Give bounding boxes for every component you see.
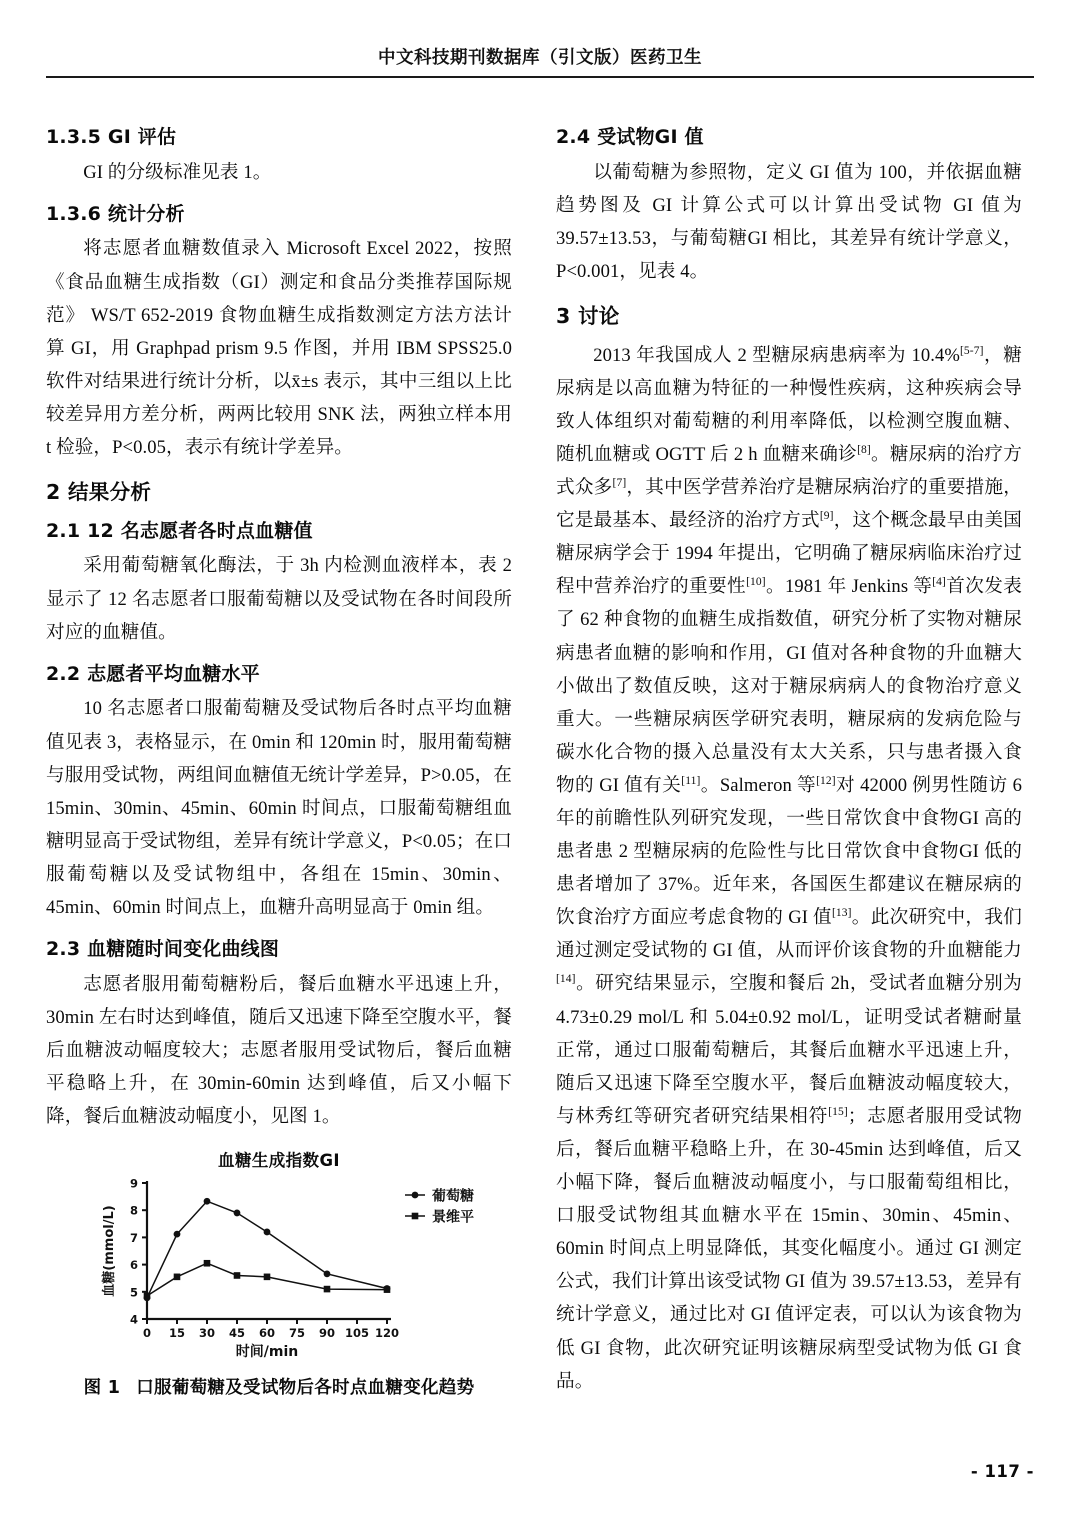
svg-text:15: 15 xyxy=(168,1326,186,1341)
svg-text:5: 5 xyxy=(129,1285,138,1300)
paragraph-2-2: 10 名志愿者口服葡萄糖及受试物后各时点平均血糖值见表 3，表格显示，在 0min 和 120min 时，服用葡萄糖与服用受试物，两组间血糖值无统计学差异，P>0.05，在 15min、30min、45min、60min 时间点，口服葡萄糖组血糖明显高于受试物组，差异有统计学意义，P<0.05；在口服葡萄糖以及受试物组中，各组在 15min、30min、45min、60min 时间点上，血糖升高明显高于 0min 组。 xyxy=(46,698,512,918)
svg-text:9: 9 xyxy=(129,1176,138,1191)
paragraph-statistics: 将志愿者血糖数值录入 Microsoft Excel 2022，按照《食品血糖生成指数（GI）测定和食品分类推荐国际规范》 WS/T 652-2019 食物血糖生成指数测定方法方法计算 GI，用 Graphpad prism 9.5 作图，并用 IBM SPSS25.0 软件对结果进行统计分析，以x̄±s 表示，其中三组以上比较差异用方差分析，两两比较用 SNK 法，两独立样本用 t 检验，P<0.05，表示有统计学差异。 xyxy=(46,238,512,459)
heading-2-3: 2.3 血糖随时间变化曲线图 xyxy=(46,938,280,961)
svg-text:120: 120 xyxy=(374,1326,400,1341)
svg-text:葡萄糖: 葡萄糖 xyxy=(432,1188,474,1205)
right-column xyxy=(556,112,1022,1399)
heading-2-1: 2.1 12 名志愿者各时点血糖值 xyxy=(46,519,313,542)
chart-title: 血糖生成指数GI xyxy=(218,1151,340,1171)
svg-text:景维平: 景维平 xyxy=(432,1209,474,1226)
svg-text:75: 75 xyxy=(288,1326,306,1341)
paragraph-2-1: 采用葡萄糖氧化酶法，于 3h 内检测血液样本，表 2 显示了 12 名志愿者口服葡萄糖以及受试物在各时间段所对应的血糖值。 xyxy=(46,555,512,643)
left-column xyxy=(46,112,512,1399)
figure-caption xyxy=(46,1374,512,1399)
blood-glucose-chart xyxy=(69,1147,489,1361)
svg-text:30: 30 xyxy=(198,1326,216,1341)
figure-number: 图 1 xyxy=(83,1378,121,1399)
svg-text:7: 7 xyxy=(129,1231,138,1246)
svg-text:4: 4 xyxy=(129,1312,138,1327)
header-rule xyxy=(46,76,1034,78)
heading-3-discussion: 3 讨论 xyxy=(556,304,620,329)
paragraph-gi-grading: GI 的分级标准见表 1。 xyxy=(83,161,272,183)
svg-text:60: 60 xyxy=(258,1326,276,1341)
heading-2-2: 2.2 志愿者平均血糖水平 xyxy=(46,662,260,685)
figure-1 xyxy=(46,1147,512,1399)
svg-text:时间/min: 时间/min xyxy=(235,1344,299,1361)
svg-text:90: 90 xyxy=(318,1326,336,1341)
svg-text:105: 105 xyxy=(344,1326,370,1341)
svg-text:45: 45 xyxy=(228,1326,246,1341)
paragraph-discussion: 2013 年我国成人 2 型糖尿病患病率为 10.4%[5-7]，糖尿病是以高血糖为特征的一种慢性疾病，这种疾病会导致人体组织对葡萄糖的利用率降低，以检测空腹血糖、随机血糖或 OGTT 后 2 h 血糖来确诊[8]。糖尿病的治疗方式众多[7]，其中医学营养治疗是糖尿病治疗的重要措施，它是最基本、最经济的治疗方式[9]，这个概念最早由美国糖尿病学会于 1994 年提出，它明确了糖尿病临床治疗过程中营养治疗的重要性[10]。1981 年 Jenkins 等[4]首次发表了 62 种食物的血糖生成指数值，研究分析了实物对糖尿病患者血糖的影响和作用，GI 值对各种食物的升血糖大小做出了数值反映，这对于糖尿病病人的食物治疗意义重大。一些糖尿病医学研究表明，糖尿病的发病危险与碳水化合物的摄入总量没有太大关系，只与患者摄入食物的 GI 值有关[11]。Salmeron 等[12]对 42000 例男性随访 6 年的前瞻性队列研究发现，一些日常饮食中食物GI 高的患者患 2 型糖尿病的危险性与比日常饮食中食物GI 低的患者增加了 37%。近年来，各国医生都建议在糖尿病的饮食治疗方面应考虑食物的 GI 值[13]。此次研究中，我们通过测定受试物的 GI 值，从而评价该食物的升血糖能力[14]。研究结果显示，空腹和餐后 2h，受试者血糖分别为 4.73±0.29 mol/L 和 5.04±0.92 mol/L，证明受试者糖耐量正常，通过口服葡萄糖后，其餐后血糖水平迅速上升，随后又迅速下降至空腹水平，餐后血糖波动幅度较大，与林秀红等研究者研究结果相符[15]；志愿者服用受试物后，餐后血糖平稳略上升，在 30-45min 达到峰值，后又小幅下降，餐后血糖波动幅度小，与口服葡萄组相比，口服受试物组其血糖水平在 15min、30min、45min、60min 时间点上明显降低，其变化幅度小。通过 GI 测定公式，我们计算出该受试物 GI 值为 39.57±13.53，差异有统计学意义，通过比对 GI 值评定表，可以认为该食物为低 GI 食物，此次研究证明该糖尿病型受试物为低 GI 食品。 xyxy=(556,344,1023,1392)
page-number: - 117 - xyxy=(970,1462,1034,1481)
svg-text:6: 6 xyxy=(129,1258,138,1273)
two-column-body xyxy=(46,112,1034,1399)
svg-text:血糖(mmol/L): 血糖(mmol/L) xyxy=(102,1205,117,1297)
paragraph-2-4: 以葡萄糖为参照物，定义 GI 值为 100，并依据血糖趋势图及 GI 计算公式可以计算出受试物 GI 值为 39.57±13.53，与葡萄糖GI 相比，其差异有统计学意义，P<0.001，见表 4。 xyxy=(556,161,1022,282)
figure-caption-text: 口服葡萄糖及受试物后各时点血糖变化趋势 xyxy=(136,1378,475,1399)
chart-canvas xyxy=(69,1147,489,1361)
paragraph-2-3: 志愿者服用葡萄糖粉后，餐后血糖水平迅速上升，30min 左右时达到峰值，随后又迅速下降至空腹水平，餐后血糖波动幅度较大；志愿者服用受试物后，餐后血糖平稳略上升，在 30min-60min 达到峰值，后又小幅下降，餐后血糖波动幅度小，见图 1。 xyxy=(46,973,512,1128)
running-header-title: 中文科技期刊数据库（引文版）医药卫生 xyxy=(378,48,702,68)
heading-2-4: 2.4 受试物GI 值 xyxy=(556,126,704,148)
heading-1-3-5: 1.3.5 GI 评估 xyxy=(46,126,177,148)
svg-text:0: 0 xyxy=(142,1326,152,1341)
running-header xyxy=(46,44,1034,76)
heading-2-results: 2 结果分析 xyxy=(46,480,152,505)
heading-1-3-6: 1.3.6 统计分析 xyxy=(46,202,185,225)
svg-text:8: 8 xyxy=(129,1203,138,1218)
